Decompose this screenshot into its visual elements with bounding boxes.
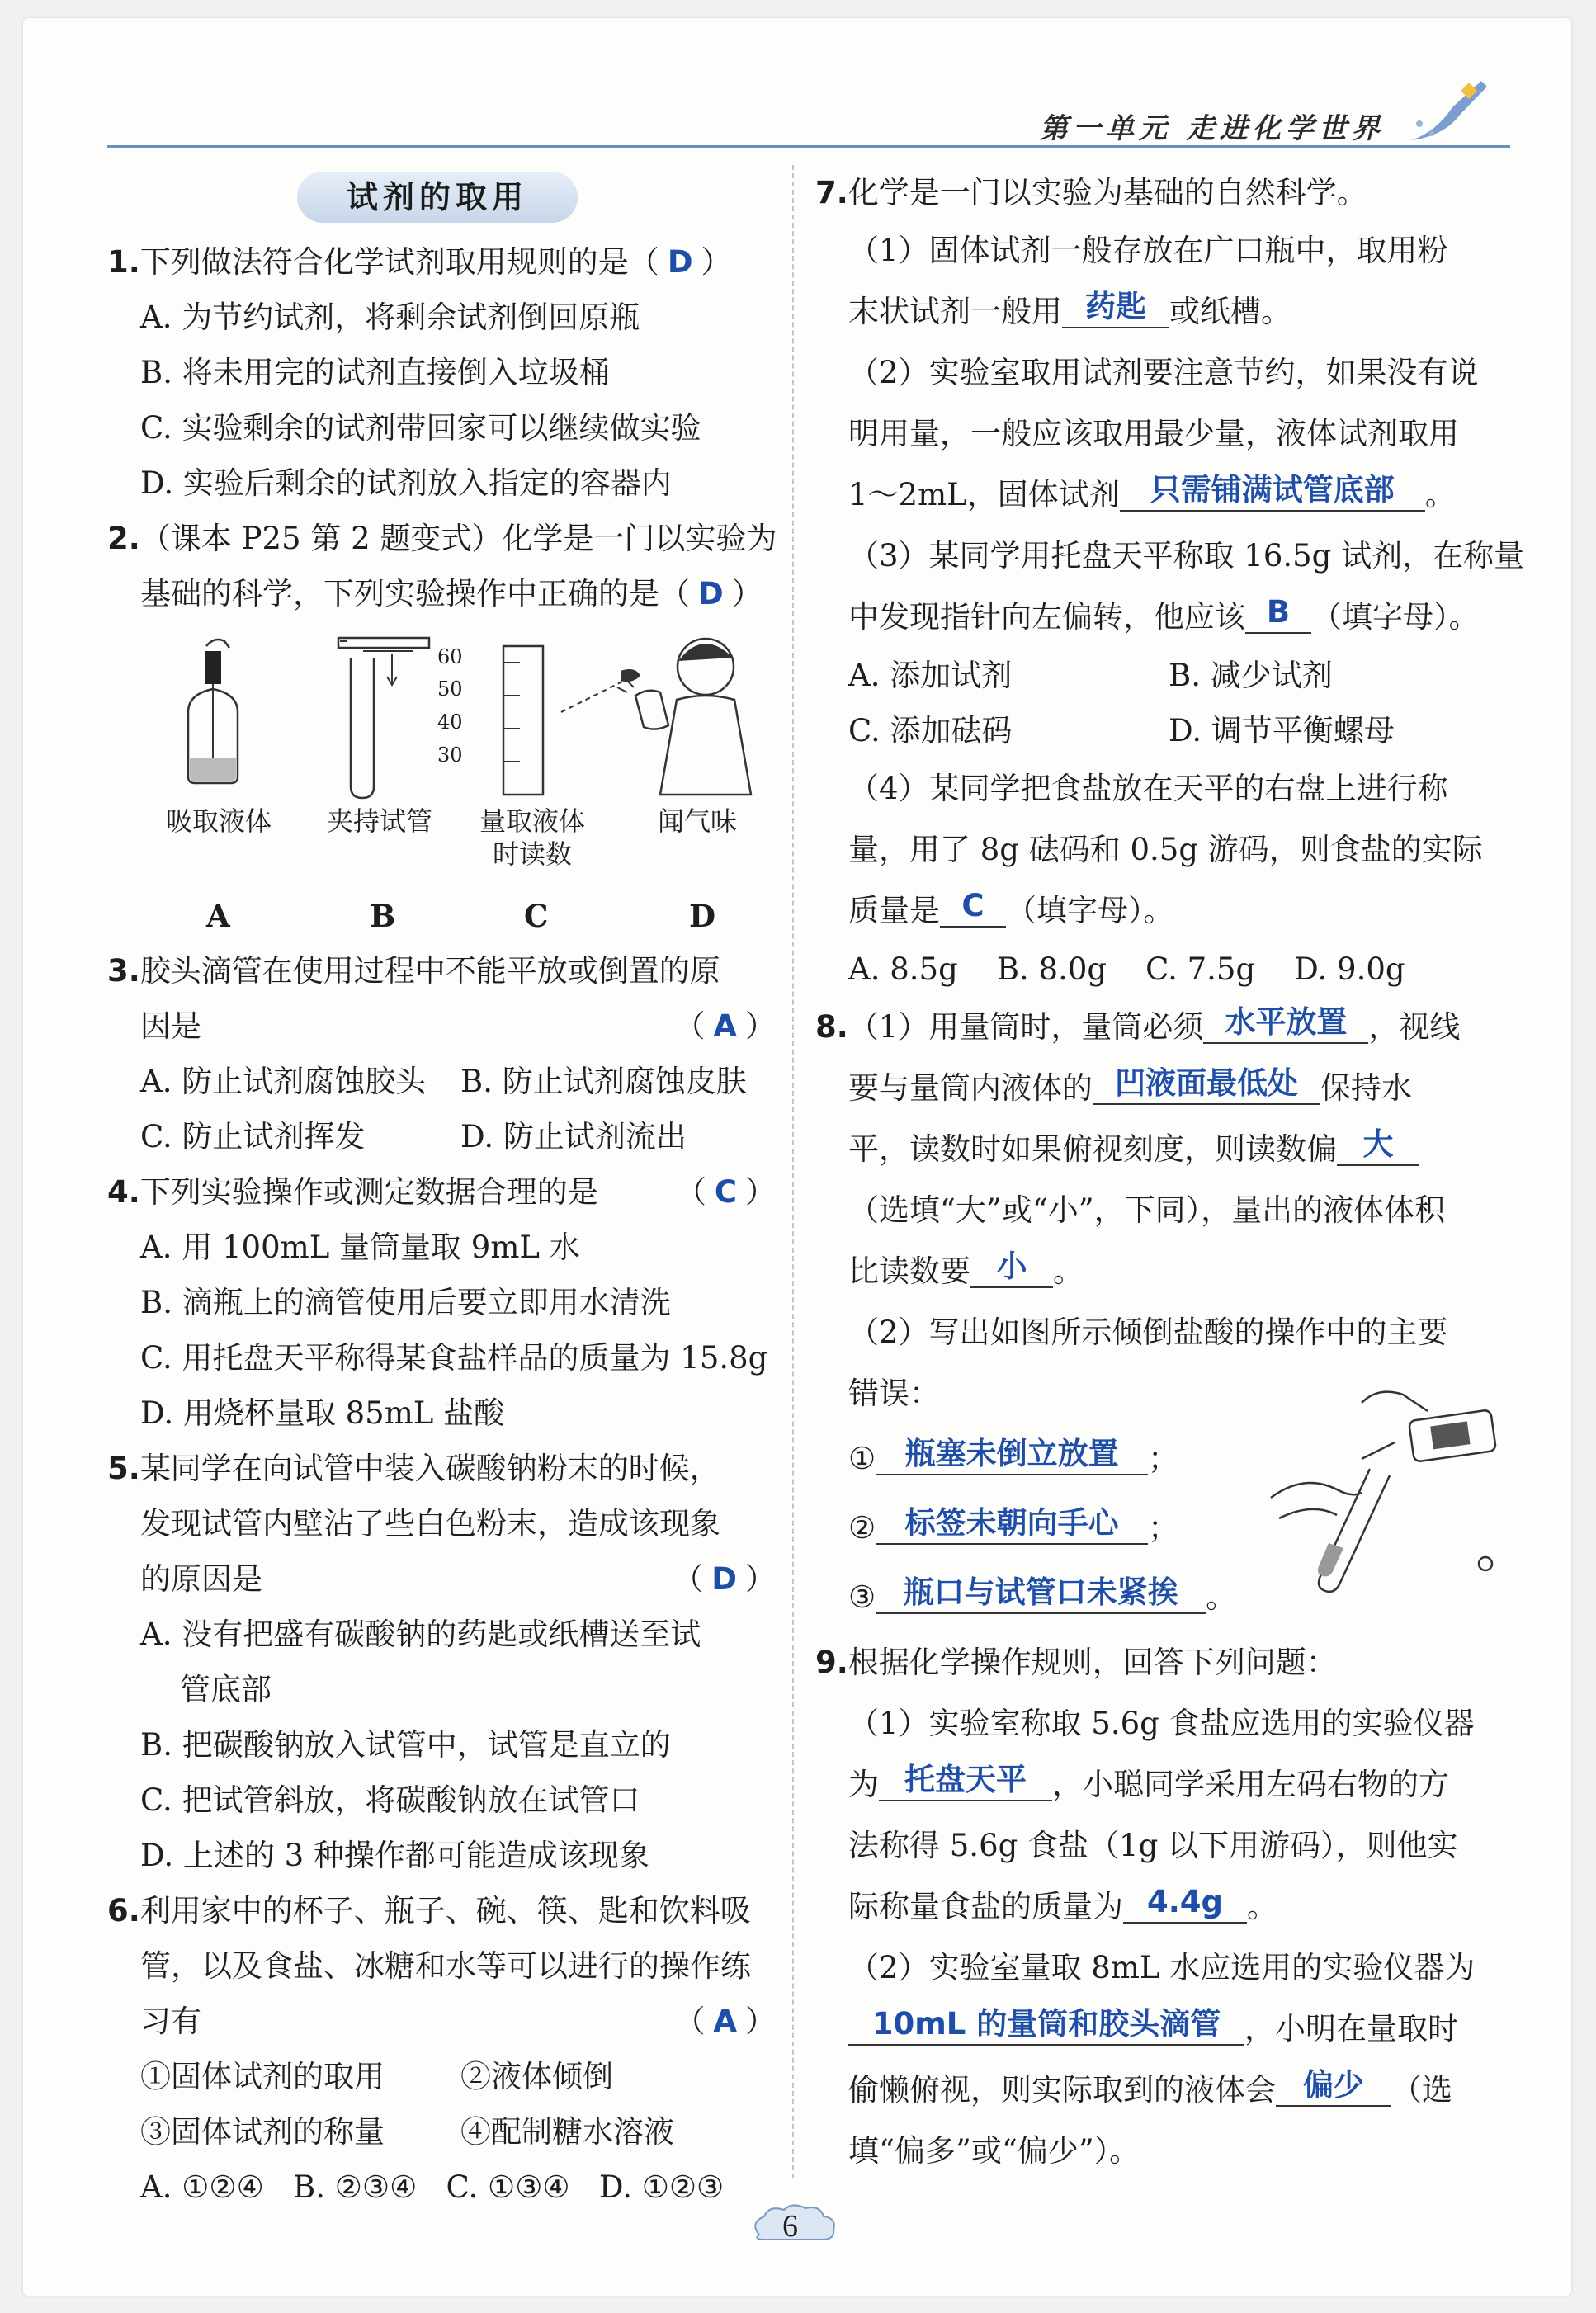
- figure-caption-a: 吸取液体: [165, 805, 272, 837]
- figure-caption-c-line2: 时读数: [492, 838, 572, 870]
- sub-question-text: 1～2mL，固体试剂: [848, 477, 1120, 512]
- figure-letter-d: D: [689, 898, 716, 934]
- sub-question-text: 保持水: [1320, 1070, 1412, 1106]
- sub-question-text: 中发现指针向左偏转，他应该: [848, 599, 1245, 635]
- question-5: [107, 1441, 776, 1883]
- figure-letter-c: C: [524, 898, 549, 934]
- answer-choice: A: [713, 1008, 737, 1044]
- option: A. 没有把盛有碳酸钠的药匙或纸槽送至试: [140, 1617, 701, 1652]
- column-divider: [792, 165, 794, 2178]
- pen-decoration-icon: [1403, 74, 1494, 149]
- punctuation: ；: [1148, 1441, 1179, 1476]
- option: B. 减少试剂: [1169, 658, 1333, 693]
- sub-question-text: 比读数要: [848, 1253, 970, 1289]
- figure-letter-b: B: [370, 898, 396, 934]
- paren-close: ）: [731, 576, 763, 611]
- figure-letter-row: [107, 894, 776, 943]
- scale-tick-label: 60: [437, 645, 463, 668]
- answer-blank: C: [940, 886, 1006, 928]
- item: ①固体试剂的取用: [140, 2059, 385, 2094]
- sub-question-text: ，小聪同学采用左码右物的方: [1052, 1767, 1449, 1802]
- question-9: [815, 1632, 1500, 2182]
- sub-question-text: 末状试剂一般用: [848, 294, 1062, 329]
- answer-blank: 大: [1337, 1125, 1419, 1166]
- question-stem: 下列实验操作或测定数据合理的是: [139, 1174, 598, 1210]
- right-column: [815, 165, 1525, 2182]
- option: C. 用托盘天平称得某食盐样品的质量为 15.8g: [140, 1340, 768, 1376]
- question-number: 1.: [107, 244, 140, 280]
- answer-blank: B: [1245, 592, 1311, 634]
- option: A. 为节约试剂，将剩余试剂倒回原瓶: [140, 300, 640, 335]
- option-continued: 管底部: [180, 1672, 272, 1707]
- person-smelling-icon: [617, 639, 751, 795]
- question-number: 2.: [107, 521, 140, 556]
- sub-question-text: 量，用了 8g 砝码和 0.5g 游码，则食盐的实际: [848, 832, 1483, 867]
- answer-choice: D: [698, 576, 724, 611]
- sub-question-text: 法称得 5.6g 食盐（1g 以下用游码），则他实: [848, 1828, 1458, 1863]
- answer-blank: 标签未朝向手心: [876, 1503, 1148, 1545]
- sub-question-text: 为: [848, 1767, 879, 1802]
- question-stem: （课本 P25 第 2 题变式）化学是一门以实验为: [139, 521, 777, 556]
- punctuation: 。: [1206, 1579, 1237, 1615]
- question-6: [107, 1883, 776, 2215]
- option: C. 添加砝码: [848, 713, 1013, 748]
- question-stem: 下列做法符合化学试剂取用规则的是（: [139, 244, 659, 280]
- sub-question-text: （1）用量筒时，量筒必须: [848, 1009, 1204, 1045]
- question-stem: 某同学在向试管中装入碳酸钠粉末的时候，: [139, 1451, 720, 1486]
- option: B. 将未用完的试剂直接倒入垃圾桶: [140, 355, 610, 390]
- sub-question-text: 要与量筒内液体的: [848, 1070, 1093, 1106]
- sub-question-text: （4）某同学把食盐放在天平的右盘上进行称: [848, 771, 1448, 806]
- question-stem: 胶头滴管在使用过程中不能平放或倒置的原: [139, 953, 720, 989]
- option: B. 防止试剂腐蚀皮肤: [460, 1064, 747, 1099]
- option: B. 滴瓶上的滴管使用后要立即用水清洗: [140, 1285, 671, 1320]
- sub-question-text: 。: [1424, 477, 1456, 512]
- answer-choice: C: [714, 1174, 737, 1210]
- answer-blank: 只需铺满试管底部: [1120, 470, 1425, 512]
- error-marker: ③: [848, 1579, 876, 1615]
- sub-question-text: 填“偏多”或“偏少”）。: [848, 2133, 1140, 2169]
- options-row: A. 8.5g B. 8.0g C. 7.5g D. 9.0g: [848, 951, 1405, 987]
- paren-close: ）: [745, 1561, 776, 1597]
- paren-open: （: [673, 1561, 704, 1597]
- question-number: 6.: [107, 1893, 140, 1928]
- figure-caption-b: 夹持试管: [326, 805, 432, 837]
- paren-close: ）: [701, 244, 732, 280]
- lab-operations-figure: [107, 621, 776, 894]
- question-7: [815, 165, 1525, 997]
- unit-header-title: 第一单元 走进化学世界: [1040, 112, 1385, 145]
- sub-question-text: ，视线: [1368, 1009, 1461, 1045]
- option: D. 调节平衡螺母: [1169, 713, 1395, 748]
- sub-question-text: （选填“大”或“小”，下同），量出的液体体积: [848, 1192, 1446, 1228]
- paren-open: （: [675, 1174, 706, 1210]
- option: D. 防止试剂流出: [460, 1119, 687, 1154]
- graduated-cylinder-icon: [503, 646, 640, 795]
- sub-question-text: 质量是: [848, 893, 940, 928]
- answer-choice: A: [713, 2004, 737, 2039]
- sub-question-text: （1）固体试剂一般存放在广口瓶中，取用粉: [848, 233, 1448, 268]
- sub-question-text: 平，读数时如果俯视刻度，则读数偏: [848, 1131, 1337, 1167]
- paren-close: ）: [745, 1008, 776, 1044]
- answer-blank: 托盘天平: [879, 1760, 1052, 1801]
- answer-blank: 凹液面最低处: [1093, 1064, 1320, 1105]
- error-marker: ②: [848, 1510, 876, 1546]
- question-2: [107, 511, 776, 943]
- question-stem: 化学是一门以实验为基础的自然科学。: [848, 175, 1367, 210]
- scale-tick-label: 30: [437, 743, 463, 767]
- question-number: 9.: [815, 1645, 848, 1680]
- option: D. 实验后剩余的试剂放入指定的容器内: [140, 465, 672, 501]
- sub-question-text: 偷懒俯视，则实际取到的液体会: [848, 2072, 1276, 2108]
- sub-question-text: 际称量食盐的质量为: [848, 1889, 1123, 1924]
- sub-question-text: ，小明在量取时: [1244, 2011, 1458, 2046]
- item: ③固体试剂的称量: [140, 2114, 385, 2150]
- section-heading: [107, 165, 776, 234]
- answer-blank: 10mL 的量筒和胶头滴管: [848, 2004, 1244, 2046]
- sub-question-text: （2）实验室取用试剂要注意节约，如果没有说: [848, 355, 1479, 390]
- question-number: 4.: [107, 1174, 140, 1210]
- sub-question-text: （填字母）。: [1006, 893, 1174, 928]
- question-stem: 管，以及食盐、冰糖和水等可以进行的操作练: [140, 1948, 751, 1984]
- dropper-bottle-icon: [188, 640, 238, 783]
- answer-blank: 4.4g: [1123, 1882, 1247, 1924]
- sub-question-text: 或纸槽。: [1169, 294, 1291, 329]
- sub-question-text: （填字母）。: [1311, 599, 1480, 635]
- question-number: 7.: [815, 175, 848, 210]
- item: ②液体倾倒: [460, 2059, 613, 2094]
- answer-choice: D: [667, 244, 693, 280]
- figure-caption-c: 量取液体: [479, 805, 585, 837]
- option: A. 添加试剂: [848, 658, 1013, 693]
- error-marker: ①: [848, 1441, 876, 1476]
- page-number: 6: [782, 2209, 798, 2244]
- option: C. 防止试剂挥发: [140, 1119, 366, 1154]
- answer-blank: 瓶口与试管口未紧挨: [876, 1573, 1206, 1614]
- figure-caption-d: 闻气味: [657, 805, 737, 837]
- left-column: [107, 165, 776, 2215]
- punctuation: ；: [1148, 1510, 1179, 1546]
- scale-tick-label: 40: [437, 710, 463, 734]
- paren-open: （: [674, 1008, 706, 1044]
- option: D. 上述的 3 种操作都可能造成该现象: [140, 1838, 649, 1873]
- option: A. 用 100mL 量筒量取 9mL 水: [140, 1230, 580, 1265]
- question-3: [107, 943, 776, 1164]
- option: C. 实验剩余的试剂带回家可以继续做实验: [140, 410, 701, 446]
- item: ④配制糖水溶液: [460, 2114, 674, 2150]
- answer-blank: 偏少: [1276, 2065, 1391, 2107]
- question-stem: 的原因是: [140, 1561, 262, 1597]
- question-stem: 利用家中的杯子、瓶子、碗、筷、匙和饮料吸: [139, 1893, 751, 1928]
- answer-blank: 药匙: [1062, 287, 1169, 328]
- header-rule: [107, 145, 1510, 148]
- options-row: A. ①②④ B. ②③④ C. ①③④ D. ①②③: [140, 2169, 725, 2205]
- question-stem: 因是: [140, 1008, 201, 1044]
- question-number: 3.: [107, 953, 140, 989]
- sub-question-text: 。: [1053, 1253, 1084, 1289]
- test-tube-holder-icon: [338, 638, 429, 798]
- paren-close: ）: [745, 2004, 776, 2039]
- option: A. 防止试剂腐蚀胶头: [140, 1064, 427, 1099]
- sub-question-text: 明用量，一般应该取用最少量，液体试剂取用: [848, 416, 1459, 451]
- section-title: 试剂的取用: [297, 172, 578, 223]
- option: B. 把碳酸钠放入试管中，试管是直立的: [140, 1727, 671, 1763]
- answer-blank: 小: [970, 1247, 1053, 1288]
- sub-question-text: 错误：: [848, 1376, 940, 1411]
- question-number: 8.: [815, 1009, 848, 1045]
- question-4: [107, 1164, 776, 1441]
- paren-open: （: [674, 2004, 706, 2039]
- sub-question-text: （2）实验室量取 8mL 水应选用的实验仪器为: [848, 1950, 1476, 1985]
- scale-tick-label: 50: [437, 677, 463, 701]
- option: D. 用烧杯量取 85mL 盐酸: [140, 1395, 505, 1431]
- sub-question-text: （1）实验室称取 5.6g 食盐应选用的实验仪器: [848, 1706, 1475, 1741]
- answer-choice: D: [711, 1561, 737, 1597]
- option: C. 把试管斜放，将碳酸钠放在试管口: [140, 1782, 640, 1818]
- paren-close: ）: [745, 1174, 776, 1210]
- sub-question-text: （3）某同学用托盘天平称取 16.5g 试剂，在称量: [848, 538, 1525, 574]
- answer-blank: 瓶塞未倒立放置: [876, 1434, 1148, 1475]
- sub-question-text: （2）写出如图所示倾倒盐酸的操作中的主要: [848, 1315, 1448, 1350]
- answer-blank: 水平放置: [1203, 1003, 1368, 1044]
- question-stem: 基础的科学，下列实验操作中正确的是（: [140, 576, 690, 611]
- question-stem: 根据化学操作规则，回答下列问题：: [848, 1645, 1337, 1680]
- question-number: 5.: [107, 1451, 140, 1486]
- question-stem: 发现试管内壁沾了些白色粉末，造成该现象: [140, 1506, 720, 1541]
- question-stem: 习有: [140, 2004, 201, 2039]
- pouring-acid-figure: [1263, 1378, 1510, 1593]
- sub-question-text: 。: [1247, 1889, 1277, 1924]
- question-1: [107, 234, 776, 511]
- sub-question-text: （选: [1391, 2072, 1452, 2108]
- figure-letter-a: A: [206, 898, 230, 934]
